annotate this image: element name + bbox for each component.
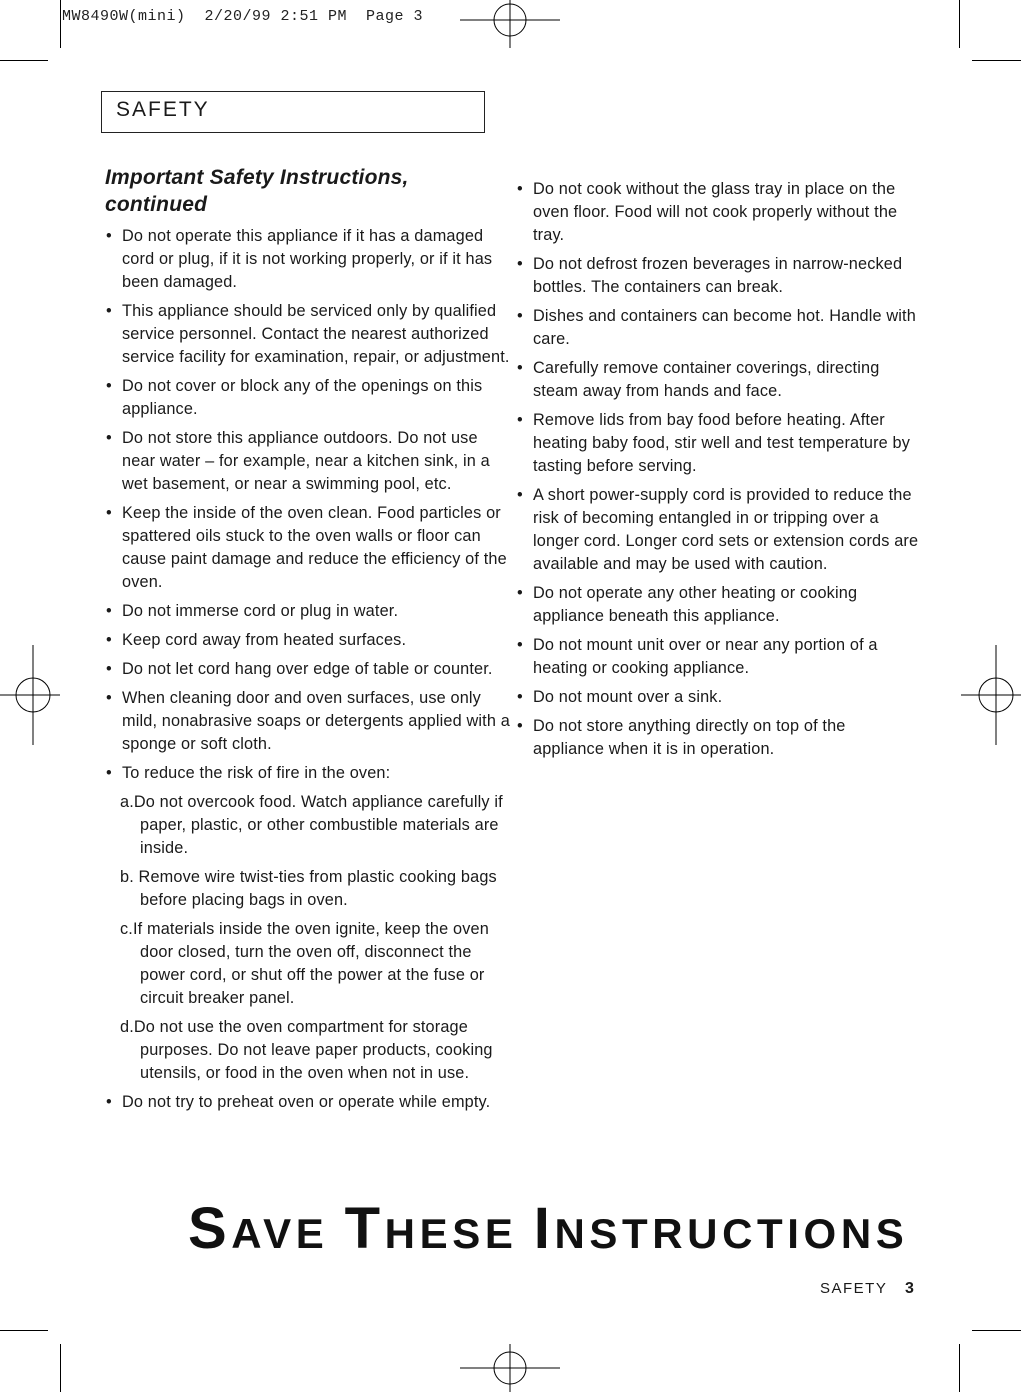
crop-mark	[959, 0, 960, 48]
save-instructions-banner	[188, 1195, 908, 1262]
bullet-icon: •	[106, 764, 112, 782]
list-item	[105, 375, 510, 421]
list-item	[105, 600, 510, 623]
bullet-icon: •	[517, 359, 523, 377]
list-item-text: Carefully remove container coverings, directing steam away from hands and face.	[533, 359, 880, 400]
sub-list-item: d.Do not use the oven compartment for storage purposes. Do not leave paper products, cooking utensils, or food in the oven when not in use.	[120, 1018, 493, 1082]
list-item	[516, 409, 921, 478]
list-item-text: This appliance should be serviced only by qualified service personnel. Contact the nearest authorized service facility for examination, repair, or adjustment.	[122, 302, 510, 366]
banner-text: NSTRUCTIONS	[554, 1210, 909, 1257]
footer-section-name: SAFETY	[820, 1280, 888, 1297]
bullet-icon: •	[106, 1093, 112, 1111]
bullet-icon: •	[517, 636, 523, 654]
crop-mark	[0, 1330, 48, 1331]
right-list	[516, 178, 921, 761]
list-item	[105, 427, 510, 496]
registration-mark-icon	[961, 645, 1021, 745]
list-item	[105, 687, 510, 756]
print-slug: MW8490W(mini) 2/20/99 2:51 PM Page 3	[62, 8, 424, 25]
bullet-icon: •	[517, 255, 523, 273]
bullet-icon: •	[517, 688, 523, 706]
bullet-icon: •	[106, 689, 112, 707]
bullet-icon: •	[517, 486, 523, 504]
list-item	[516, 715, 921, 761]
bullet-icon: •	[517, 717, 523, 735]
list-item	[516, 305, 921, 351]
list-item-text: Do not defrost frozen beverages in narrow-necked bottles. The containers can break.	[533, 255, 903, 296]
list-item	[105, 629, 510, 652]
crop-mark	[972, 1330, 1021, 1331]
list-item-text: Do not try to preheat oven or operate while empty.	[122, 1093, 491, 1111]
banner-letter: S	[188, 1196, 232, 1261]
list-item	[105, 658, 510, 681]
section-heading: Important Safety Instructions, continued	[105, 166, 409, 216]
bullet-icon: •	[106, 227, 112, 245]
list-item	[516, 357, 921, 403]
list-item	[516, 484, 921, 576]
left-column	[105, 164, 510, 1120]
bullet-icon: •	[517, 307, 523, 325]
bullet-icon: •	[106, 302, 112, 320]
list-item	[516, 178, 921, 247]
sub-list-item: c.If materials inside the oven ignite, keep the oven door closed, turn the oven off, disconnect the power cord, or shut off the power at the fuse or circuit breaker panel.	[120, 920, 489, 1007]
bullet-icon: •	[106, 504, 112, 522]
bullet-icon: •	[106, 377, 112, 395]
list-item-text: Do not store this appliance outdoors. Do not use near water – for example, near a kitchen sink, in a wet basement, or near a swimming pool, etc.	[122, 429, 490, 493]
list-item-text: Keep cord away from heated surfaces.	[122, 631, 407, 649]
list-item-text: Do not mount unit over or near any portion of a heating or cooking appliance.	[533, 636, 878, 677]
sub-list-item: a.Do not overcook food. Watch appliance carefully if paper, plastic, or other combustible materials are inside.	[120, 793, 503, 857]
section-header-box	[101, 91, 485, 133]
list-item	[516, 634, 921, 680]
list-item	[516, 582, 921, 628]
crop-mark	[60, 0, 61, 48]
list-item-text: Dishes and containers can become hot. Handle with care.	[533, 307, 916, 348]
list-item	[105, 1091, 510, 1114]
list-item-text: Do not cook without the glass tray in place on the oven floor. Food will not cook properly without the tray.	[533, 180, 898, 244]
crop-mark	[0, 60, 48, 61]
crop-mark	[972, 60, 1021, 61]
left-list-tail	[105, 1091, 510, 1114]
bullet-icon: •	[517, 584, 523, 602]
list-item-text: Do not immerse cord or plug in water.	[122, 602, 399, 620]
list-item-text: Do not operate this appliance if it has a damaged cord or plug, if it is not working properly, or if it has been damaged.	[122, 227, 493, 291]
list-item-text: Do not cover or block any of the openings on this appliance.	[122, 377, 483, 418]
crop-mark	[60, 1344, 61, 1392]
list-item-text: Do not let cord hang over edge of table or counter.	[122, 660, 493, 678]
footer-page-number: 3	[905, 1280, 914, 1297]
left-list	[105, 225, 510, 785]
list-item-text: Do not store anything directly on top of the appliance when it is in operation.	[533, 717, 846, 758]
bullet-icon: •	[517, 180, 523, 198]
list-item	[105, 300, 510, 369]
bullet-icon: •	[106, 631, 112, 649]
list-item-text: A short power-supply cord is provided to reduce the risk of becoming entangled in or tripping over a longer cord. Longer cord sets or extension cords are available and may be used with caution.	[533, 486, 919, 573]
fire-risk-sublist	[105, 791, 510, 1085]
list-item	[516, 686, 921, 709]
registration-mark-icon	[460, 0, 560, 48]
bullet-icon: •	[106, 429, 112, 447]
list-item-text: Do not mount over a sink.	[533, 688, 723, 706]
bullet-icon: •	[106, 660, 112, 678]
crop-mark	[959, 1344, 960, 1392]
list-item	[105, 762, 510, 785]
list-item-text: Remove lids from bay food before heating. After heating baby food, stir well and test temperature by tasting before serving.	[533, 411, 911, 475]
section-header-title: SAFETY	[116, 98, 210, 121]
list-item-text: Do not operate any other heating or cooking appliance beneath this appliance.	[533, 584, 858, 625]
bullet-icon: •	[106, 602, 112, 620]
list-item-text: When cleaning door and oven surfaces, use only mild, nonabrasive soaps or detergents applied with a sponge or soft cloth.	[122, 689, 510, 753]
list-item-text: Keep the inside of the oven clean. Food particles or spattered oils stuck to the oven walls or floor can cause paint damage and reduce the efficiency of the oven.	[122, 504, 507, 591]
bullet-icon: •	[517, 411, 523, 429]
list-item	[516, 253, 921, 299]
banner-letter: I	[533, 1196, 555, 1261]
list-item-text: To reduce the risk of fire in the oven:	[122, 764, 391, 782]
banner-text: AVE	[231, 1210, 329, 1257]
right-column	[516, 178, 921, 767]
banner-text: HESE	[384, 1210, 518, 1257]
list-item	[105, 225, 510, 294]
list-item	[105, 502, 510, 594]
banner-letter: T	[344, 1196, 385, 1261]
sub-list-item: b. Remove wire twist-ties from plastic cooking bags before placing bags in oven.	[120, 868, 497, 909]
registration-mark-icon	[460, 1344, 560, 1392]
registration-mark-icon	[0, 645, 60, 745]
